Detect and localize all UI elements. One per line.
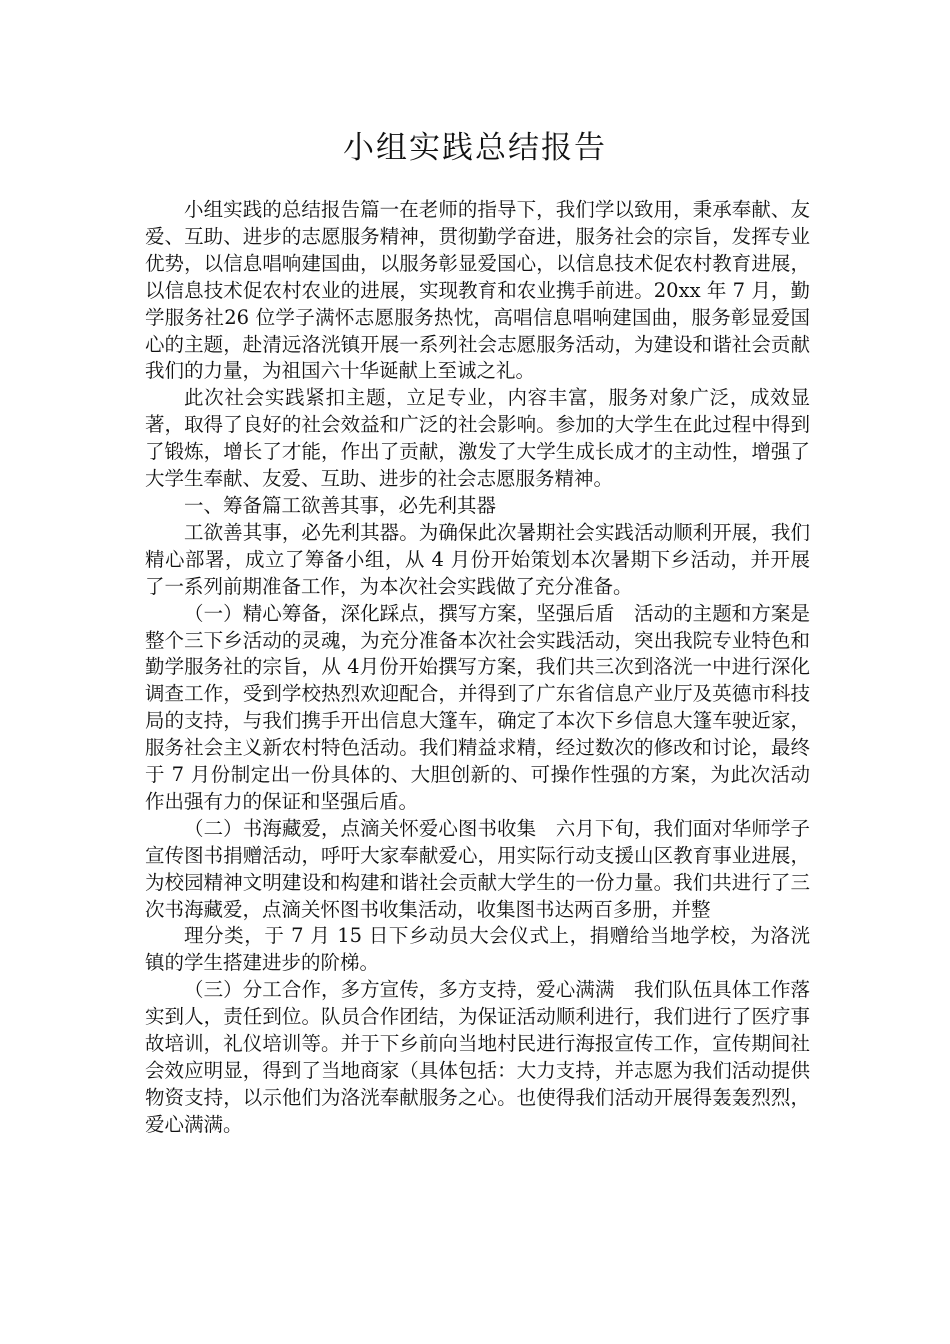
- section-heading-preparation: 一、筹备篇工欲善其事，必先利其器: [184, 493, 497, 517]
- paragraph-planning: （一）精心筹备，深化踩点，撰写方案，坚强后盾 活动的主题和方案是整个三下乡活动的灵魂，为充分准备本次社会实践活动，突出我院专业特色和勤学服务社的宗旨，从 4月份开始撰写方案，我们共三次到洛洸一中进行深化调查工作，受到学校热烈欢迎配合，并得到了广东省信息产业厅及英德市科技局的支持，与我们携手开出信息大篷车，确定了本次下乡信息大篷车驶近家，服务社会主义新农村特色活动。我们精益求精，经过数次的修改和讨论，最终于 7 月份制定出一份具体的、大胆创新的、可操作性强的方案，为此次活动作出强有力的保证和坚强后盾。: [145, 601, 810, 813]
- paragraph-book-collection: （二）书海藏爱，点滴关怀爱心图书收集 六月下旬，我们面对华师学子宣传图书捐赠活动，呼吁大家奉献爱心，用实际行动支援山区教育事业进展，为校园精神文明建设和构建和谐社会贡献大学生的一份力量。我们共进行了三次书海藏爱，点滴关怀图书收集活动，收集图书达两百多册，并整: [145, 816, 810, 921]
- paragraph-teamwork: （三）分工合作，多方宣传，多方支持，爱心满满 我们队伍具体工作落实到人，责任到位。队员合作团结，为保证活动顺利进行，我们进行了医疗事故培训，礼仪培训等。并于下乡前向当地村民进行海报宣传工作，宣传期间社会效应明显，得到了当地商家（具体包括：大力支持，并志愿为我们活动提供物资支持，以示他们为洛洸奉献服务之心。也使得我们活动开展得轰轰烈烈，爱心满满。: [145, 978, 810, 1136]
- document-body: [145, 197, 810, 1139]
- document-title: 小组实践总结报告: [343, 130, 607, 166]
- paragraph-intro: 小组实践的总结报告篇一在老师的指导下，我们学以致用，秉承奉献、友爱、互助、进步的志愿服务精神，贯彻勤学奋进，服务社会的宗旨，发挥专业优势，以信息唱响建国曲，以服务彰显爱国心，以信息技术促农村教育进展，以信息技术促农村农业的进展，实现教育和农业携手前进。20xx 年 7 月，勤学服务社26 位学子满怀志愿服务热忱，高唱信息唱响建国曲，服务彰显爱国心的主题，赴清远洛洸镇开展一系列社会志愿服务活动，为建设和谐社会贡献我们的力量，为祖国六十华诞献上至诚之礼。: [145, 198, 810, 383]
- paragraph-book-donation: 理分类，于 7 月 15 日下乡动员大会仪式上，捐赠给当地学校，为洛洸镇的学生搭建进步的阶梯。: [145, 924, 810, 975]
- paragraph-preparation: 工欲善其事，必先利其器。为确保此次暑期社会实践活动顺利开展，我们精心部署，成立了筹备小组，从 4 月份开始策划本次暑期下乡活动，并开展了一系列前期准备工作，为本次社会实践做了充分准备。: [145, 520, 810, 598]
- paragraph-effect: 此次社会实践紧扣主题，立足专业，内容丰富，服务对象广泛，成效显著，取得了良好的社会效益和广泛的社会影响。参加的大学生在此过程中得到了锻炼，增长了才能，作出了贡献，激发了大学生成长成才的主动性，增强了大学生奉献、友爱、互助、进步的社会志愿服务精神。: [145, 386, 810, 491]
